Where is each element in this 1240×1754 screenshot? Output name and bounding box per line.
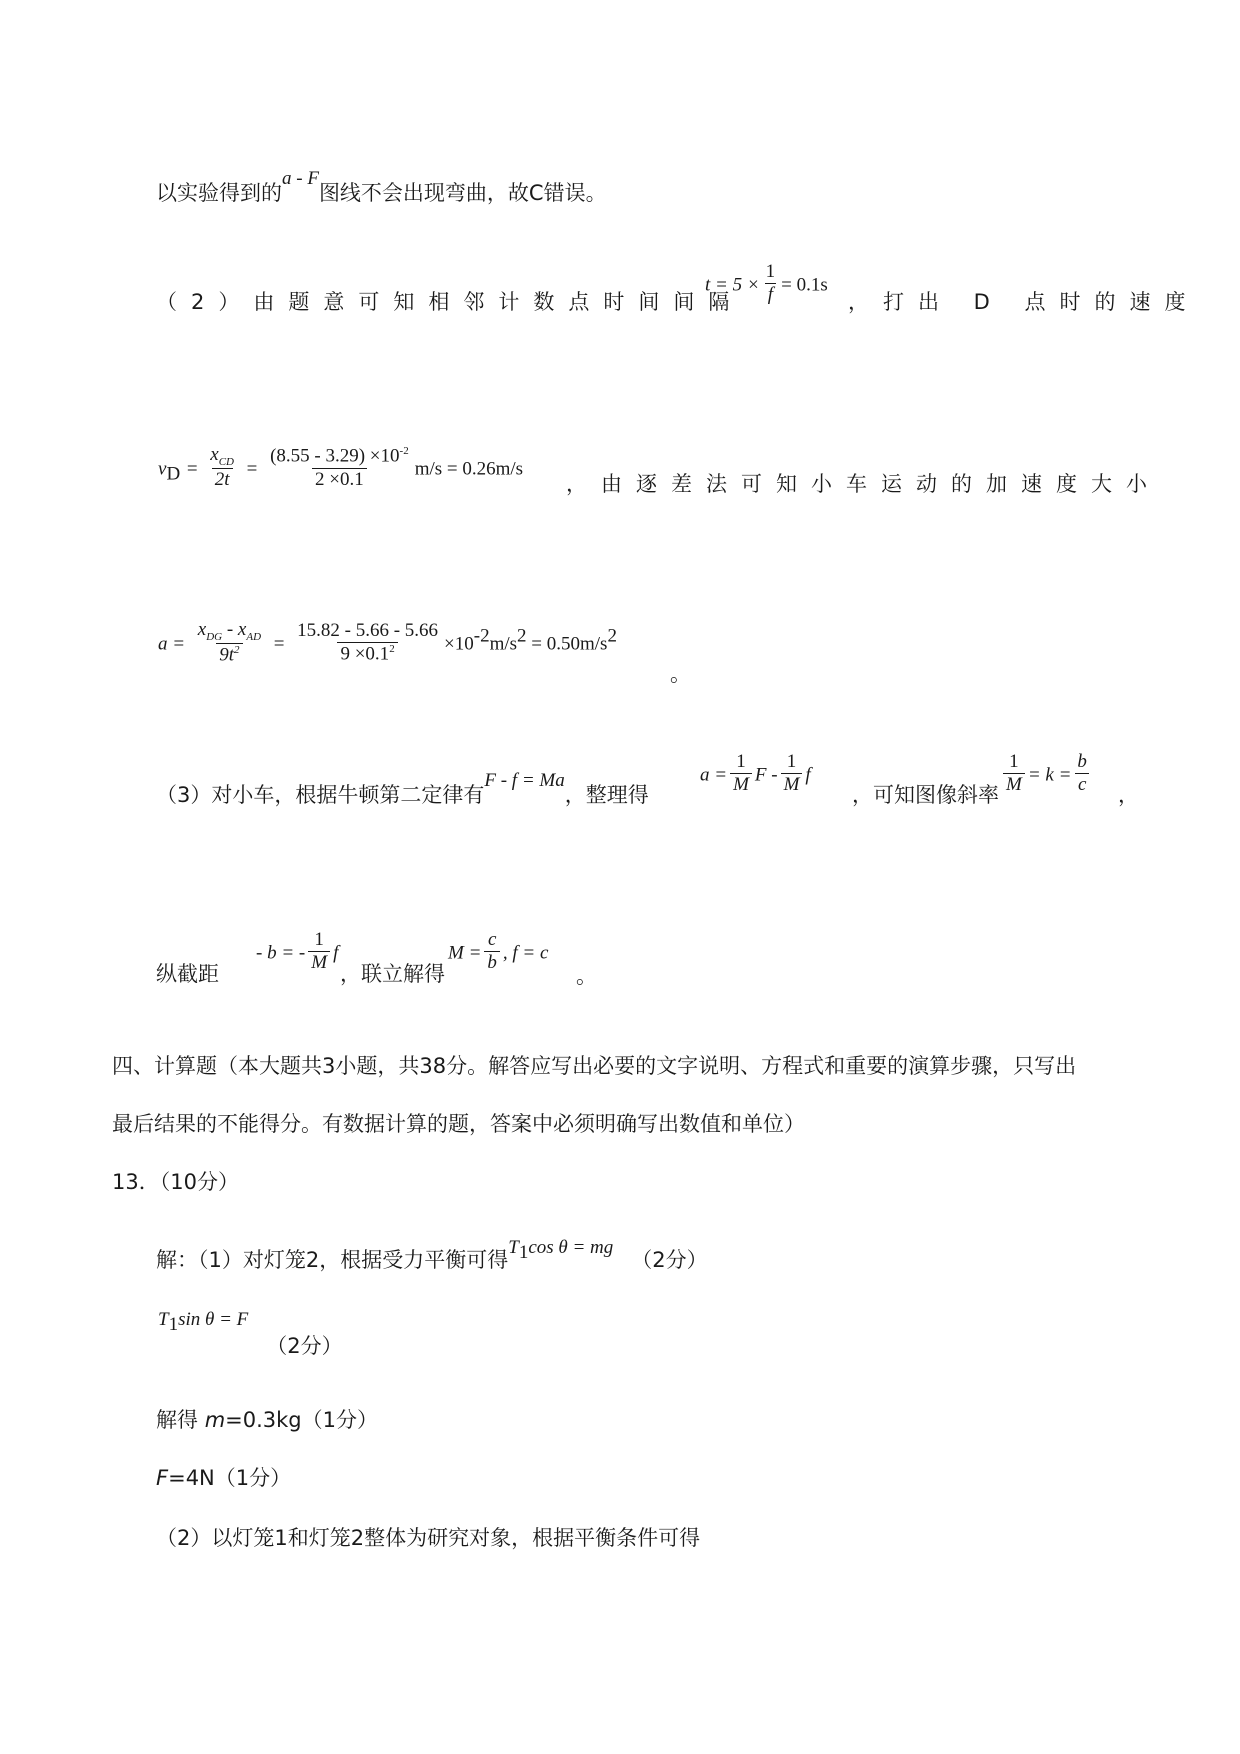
formula-part: = (186, 458, 198, 480)
denominator: M (730, 773, 752, 797)
solution-line-4 (156, 1468, 291, 1489)
superscript: 2 (234, 643, 240, 656)
formula-part: a = (158, 633, 186, 655)
solution-line-1 (156, 1237, 708, 1276)
subscript: AD (246, 630, 262, 643)
subscript: 1 (168, 1314, 179, 1336)
score: （2分） (631, 1248, 708, 1272)
denominator: f (765, 283, 776, 307)
denominator: c (1075, 773, 1089, 797)
formula-part: = k = (1027, 764, 1072, 786)
formula-a-rearranged (700, 752, 811, 797)
fraction (294, 621, 441, 666)
numerator: - x (222, 619, 247, 640)
text: 以实验得到的 (156, 181, 282, 205)
variable: F (156, 1466, 169, 1490)
section-4-heading (112, 1056, 1076, 1077)
numerator: 1 (765, 261, 776, 282)
fraction (267, 445, 412, 491)
formula-part: cos θ = mg (528, 1237, 614, 1258)
subscript: D (166, 463, 181, 485)
text: ，打出 D 点时的速度 (848, 290, 1200, 314)
formula-part: , f = c (502, 942, 549, 964)
text: ，可知图像斜率 (852, 783, 999, 807)
fraction (207, 445, 237, 492)
fraction (195, 620, 264, 667)
text: 图线不会出现弯曲，故C错误。 (318, 181, 607, 205)
solution-line-2 (158, 1309, 343, 1358)
text: =4N（1分） (168, 1466, 292, 1490)
question-13 (112, 1172, 239, 1193)
fraction (1003, 752, 1025, 797)
formula-t (705, 262, 828, 307)
line-3-tail (566, 474, 1161, 495)
numerator: x (197, 619, 207, 640)
numerator: 1 (736, 751, 746, 772)
formula-part: a = (700, 764, 728, 786)
formula-part: v (158, 458, 167, 480)
superscript: 2 (607, 625, 617, 647)
formula-part: f (333, 942, 339, 964)
text: 最后结果的不能得分。有数据计算的题，答案中必须明确写出数值和单位） (112, 1112, 805, 1136)
subscript: CD (218, 455, 234, 468)
text: ，由逐差法可知小车运动的加速度大小 (566, 472, 1161, 496)
superscript: -2 (399, 445, 409, 458)
formula-part: - b = - (256, 942, 306, 964)
line-5 (156, 770, 649, 807)
solution-line-5 (156, 1528, 700, 1549)
denominator: 2 ×0.1 (312, 468, 367, 492)
line-1 (156, 168, 607, 205)
formula-solution (448, 930, 548, 975)
formula-part: = 0.50m/s (526, 633, 608, 655)
fraction (763, 262, 779, 307)
formula-slope (1000, 752, 1093, 797)
denominator: M (308, 951, 330, 975)
variable: m (204, 1408, 226, 1432)
formula-part: m/s = 0.26m/s (414, 458, 524, 480)
text: （3）对小车，根据牛顿第二定律有 (156, 783, 485, 807)
fraction (484, 930, 500, 975)
formula-part: F - (754, 764, 778, 786)
formula-intercept (256, 930, 338, 975)
formula-a (158, 620, 617, 667)
line-6 (156, 964, 219, 985)
numerator: (8.55 - 3.29) ×10 (270, 445, 400, 467)
denominator: M (1003, 773, 1025, 797)
formula-part: T (158, 1309, 169, 1330)
line-4-end (670, 664, 691, 685)
numerator: 1 (1009, 751, 1019, 772)
solution-line-3 (156, 1410, 378, 1431)
text: （2）由题意可知相邻计数点时间间隔 (156, 290, 744, 314)
text: 解得 (156, 1408, 205, 1432)
denominator: b (484, 951, 500, 975)
denominator: 2t (212, 468, 233, 492)
formula-part: = (246, 458, 258, 480)
numerator: x (210, 444, 219, 465)
numerator: 1 (314, 929, 324, 950)
line-6-mid (340, 964, 445, 985)
superscript: 2 (389, 642, 395, 655)
formula-part: = 0.1s (781, 274, 828, 296)
formula-part: T (508, 1237, 519, 1258)
formula-part: M = (448, 942, 482, 964)
formula-newton: F - f = Ma (484, 770, 565, 791)
numerator: b (1077, 751, 1087, 772)
formula-vD (158, 445, 523, 492)
text: 纵截距 (156, 962, 219, 986)
fraction (781, 752, 803, 797)
denominator: M (781, 773, 803, 797)
fraction (1074, 752, 1090, 797)
formula-part: sin θ = F (178, 1309, 249, 1330)
text: 解：（1）对灯笼2，根据受力平衡可得 (156, 1248, 509, 1272)
text: 四、计算题（本大题共3小题，共38分。解答应写出必要的文字说明、方程式和重要的演算步骤，只写出 (112, 1054, 1077, 1078)
superscript: 2 (517, 625, 527, 647)
numerator: 1 (786, 751, 797, 772)
formula-part: f (805, 764, 811, 786)
formula-part: t = 5 × (705, 274, 760, 296)
numerator: c (487, 929, 497, 950)
line-5-mid (852, 785, 999, 806)
formula-a-F: a - F (282, 168, 319, 189)
line-2-tail (848, 292, 1200, 313)
formula-part: = (273, 633, 285, 655)
text: 。 (576, 964, 597, 988)
text: （2）以灯笼1和灯笼2整体为研究对象，根据平衡条件可得 (156, 1526, 701, 1550)
text: ， (1118, 783, 1139, 807)
text: ，联立解得 (340, 962, 445, 986)
fraction (730, 752, 752, 797)
line-6-end (576, 966, 597, 987)
formula-part: ×10 (444, 633, 474, 655)
text: 13．（10分） (112, 1170, 239, 1194)
text: 。 (670, 662, 691, 686)
subscript: 1 (518, 1242, 529, 1264)
line-2 (156, 292, 743, 313)
text: =0.3kg（1分） (225, 1408, 379, 1432)
denominator: 9t (219, 644, 235, 666)
text: ，整理得 (564, 783, 649, 807)
line-5-end (1118, 785, 1139, 806)
fraction (308, 930, 330, 975)
subscript: DG (206, 630, 223, 643)
denominator: 9 ×0.1 (340, 643, 390, 665)
formula-part: m/s (489, 633, 518, 655)
superscript: -2 (473, 625, 490, 647)
numerator: 15.82 - 5.66 - 5.66 (297, 620, 439, 641)
section-4-heading-cont (112, 1114, 805, 1135)
score: （2分） (266, 1334, 343, 1358)
